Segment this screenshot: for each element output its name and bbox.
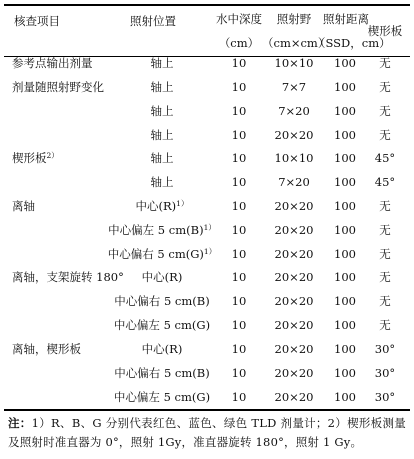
cell-position [102,247,222,261]
cell-item [12,56,93,70]
cell-item [12,151,59,165]
cell-ssd-text: 100 [334,366,356,380]
cell-position-text: 中心偏左 5 cm(G) [113,390,211,404]
cell-ssd [322,199,368,213]
cell-field-size [266,223,322,237]
cell-wedge-text: 无 [379,80,391,94]
cell-ssd-text: 100 [334,80,356,94]
cell-ssd [322,390,368,404]
cell-depth [214,247,264,261]
cell-field-size [266,390,322,404]
cell-depth-text: 10 [231,247,247,261]
cell-wedge-text: 无 [379,223,391,237]
cell-depth [214,104,264,118]
cell-item-footnote-mark: 2） [46,151,59,160]
cell-field-size-text: 20×20 [274,247,314,261]
cell-wedge [366,342,404,356]
cell-ssd [322,128,368,142]
cell-position [102,390,222,404]
cell-position [102,175,222,189]
cell-field-size-text: 10×10 [274,151,314,165]
cell-ssd-text: 100 [334,199,356,213]
cell-position-footnote-mark: 1） [176,199,189,208]
cell-position [102,342,222,356]
cell-depth [214,294,264,308]
cell-depth [214,390,264,404]
cell-ssd [322,247,368,261]
cell-ssd-text: 100 [334,56,356,70]
cell-field-size-text: 20×20 [274,128,314,142]
cell-wedge [366,80,404,94]
cell-wedge-text: 无 [379,270,391,284]
cell-depth-text: 10 [231,80,247,94]
cell-field-size [266,128,322,142]
cell-ssd-text: 100 [334,270,356,284]
cell-field-size [266,247,322,261]
cell-field-size [266,151,322,165]
cell-depth [214,80,264,94]
cell-field-size [266,80,322,94]
cell-depth [214,223,264,237]
cell-wedge [366,390,404,404]
cell-wedge [366,56,404,70]
table-top-rule [4,4,410,6]
cell-ssd-text: 100 [334,342,356,356]
cell-ssd-text: 100 [334,104,356,118]
cell-field-size-text: 20×20 [274,223,314,237]
cell-field-size-text: 7×20 [278,175,310,189]
cell-depth-text: 10 [231,199,247,213]
cell-field-size [266,366,322,380]
cell-ssd [322,366,368,380]
cell-ssd-text: 100 [334,175,356,189]
cell-wedge-text: 无 [379,56,391,70]
cell-wedge-text: 45° [374,151,396,165]
cell-position-text: 中心(R) [141,342,183,356]
cell-field-size [266,175,322,189]
cell-field-size [266,56,322,70]
header-ssd-line1: 照射距离 [323,12,369,26]
cell-position [102,270,222,284]
cell-position [102,56,222,70]
cell-field-size-text: 20×20 [274,199,314,213]
header-field-line2: （cm×cm） [262,36,330,50]
cell-position [102,104,222,118]
cell-position-text: 中心偏右 5 cm(B) [114,366,210,380]
cell-wedge-text: 无 [379,318,391,332]
cell-wedge-text: 30° [374,342,396,356]
cell-depth [214,175,264,189]
cell-ssd-text: 100 [334,223,356,237]
cell-wedge-text: 无 [379,104,391,118]
cell-position-footnote-mark: 1） [203,223,216,232]
cell-depth-text: 10 [231,390,247,404]
cell-ssd [322,294,368,308]
cell-item-text: 离轴 [12,199,35,213]
cell-depth-text: 10 [231,270,247,284]
cell-position-text: 中心(R) [141,270,183,284]
cell-field-size-text: 20×20 [274,270,314,284]
cell-item [12,342,81,356]
cell-ssd-text: 100 [334,151,356,165]
header-field-line1: 照射野 [276,12,312,26]
cell-ssd [322,151,368,165]
cell-item-text: 楔形板 [12,151,47,165]
cell-field-size-text: 20×20 [274,318,314,332]
header-position: 照射位置 [130,14,176,28]
cell-field-size [266,318,322,332]
cell-position-text: 中心偏左 5 cm(G) [113,318,211,332]
cell-position-text: 中心(R) [135,199,177,213]
cell-depth [214,318,264,332]
cell-depth-text: 10 [231,294,247,308]
cell-ssd [322,80,368,94]
cell-item [12,199,35,213]
cell-ssd [322,175,368,189]
cell-ssd [322,270,368,284]
header-item: 核查项目 [14,14,60,28]
cell-field-size [266,294,322,308]
header-depth-line1: 水中深度 [216,12,262,26]
cell-depth-text: 10 [231,151,247,165]
cell-field-size [266,342,322,356]
cell-depth-text: 10 [231,318,247,332]
cell-wedge-text: 无 [379,294,391,308]
cell-wedge [366,104,404,118]
cell-depth [214,270,264,284]
cell-wedge [366,294,404,308]
table-note [8,414,406,452]
cell-ssd [322,223,368,237]
cell-depth-text: 10 [231,56,247,70]
cell-ssd-text: 100 [334,294,356,308]
cell-position-text: 轴上 [150,104,174,118]
cell-depth-text: 10 [231,175,247,189]
cell-field-size-text: 20×20 [274,342,314,356]
cell-ssd [322,56,368,70]
note-label: 注： [8,416,32,430]
cell-wedge [366,318,404,332]
cell-depth [214,56,264,70]
table-bottom-rule [4,409,410,411]
cell-depth [214,151,264,165]
cell-wedge [366,151,404,165]
cell-depth [214,128,264,142]
cell-position [102,128,222,142]
cell-position [102,223,222,237]
cell-depth [214,342,264,356]
cell-field-size-text: 20×20 [274,366,314,380]
cell-field-size [266,199,322,213]
cell-field-size-text: 20×20 [274,390,314,404]
cell-field-size-text: 7×20 [278,104,310,118]
cell-position [102,294,222,308]
cell-position-footnote-mark: 1） [203,247,217,256]
cell-depth-text: 10 [231,223,247,237]
cell-ssd [322,104,368,118]
note-text: 1）R、B、G 分别代表红色、蓝色、绿色 TLD 剂量计；2）楔形板测量及照射时准直器为 0°，照射 1Gy，准直器旋转 180°，照射 1 Gy。 [8,416,406,449]
cell-ssd [322,318,368,332]
cell-wedge [366,199,404,213]
cell-depth [214,199,264,213]
cell-position-text: 轴上 [150,175,174,189]
cell-field-size-text: 7×7 [281,80,307,94]
cell-position-text: 轴上 [150,80,174,94]
cell-item-text: 离轴，支架旋转 180° [12,270,124,284]
cell-wedge-text: 30° [374,366,396,380]
cell-wedge-text: 无 [379,247,391,261]
cell-wedge-text: 30° [374,390,396,404]
cell-field-size-text: 10×10 [274,56,314,70]
cell-position-text: 轴上 [150,56,174,70]
cell-item-text: 剂量随照射野变化 [12,80,104,94]
cell-depth-text: 10 [231,104,247,118]
cell-field-size-text: 20×20 [274,294,314,308]
cell-position [102,199,222,213]
cell-position [102,318,222,332]
cell-item [12,80,104,94]
cell-position-text: 中心偏左 5 cm(B) [108,223,204,237]
cell-wedge-text: 无 [379,199,391,213]
cell-ssd [322,342,368,356]
cell-field-size [266,270,322,284]
cell-wedge [366,128,404,142]
header-depth-line2: （cm） [218,36,260,50]
header-wedge: 楔形板 [367,24,403,38]
cell-position-text: 中心偏右 5 cm(G) [107,247,204,261]
cell-field-size [266,104,322,118]
header-depth [212,12,266,50]
cell-ssd-text: 100 [334,128,356,142]
header-ssd-line2: （SSD，cm） [314,36,391,50]
cell-position [102,80,222,94]
cell-wedge [366,223,404,237]
cell-wedge [366,366,404,380]
cell-position-text: 中心偏右 5 cm(B) [114,294,210,308]
cell-item-text: 离轴，楔形板 [12,342,81,356]
cell-position [102,151,222,165]
cell-position-text: 轴上 [150,151,174,165]
cell-depth-text: 10 [231,342,247,356]
cell-position [102,366,222,380]
cell-ssd-text: 100 [334,247,356,261]
cell-depth-text: 10 [231,366,247,380]
cell-wedge-text: 无 [379,128,391,142]
cell-wedge [366,247,404,261]
cell-item-text: 参考点输出剂量 [12,56,93,70]
cell-wedge-text: 45° [374,175,396,189]
cell-depth-text: 10 [231,128,247,142]
cell-wedge [366,270,404,284]
cell-wedge [366,175,404,189]
cell-position-text: 轴上 [150,128,174,142]
cell-ssd-text: 100 [334,318,356,332]
cell-ssd-text: 100 [334,390,356,404]
cell-depth [214,366,264,380]
